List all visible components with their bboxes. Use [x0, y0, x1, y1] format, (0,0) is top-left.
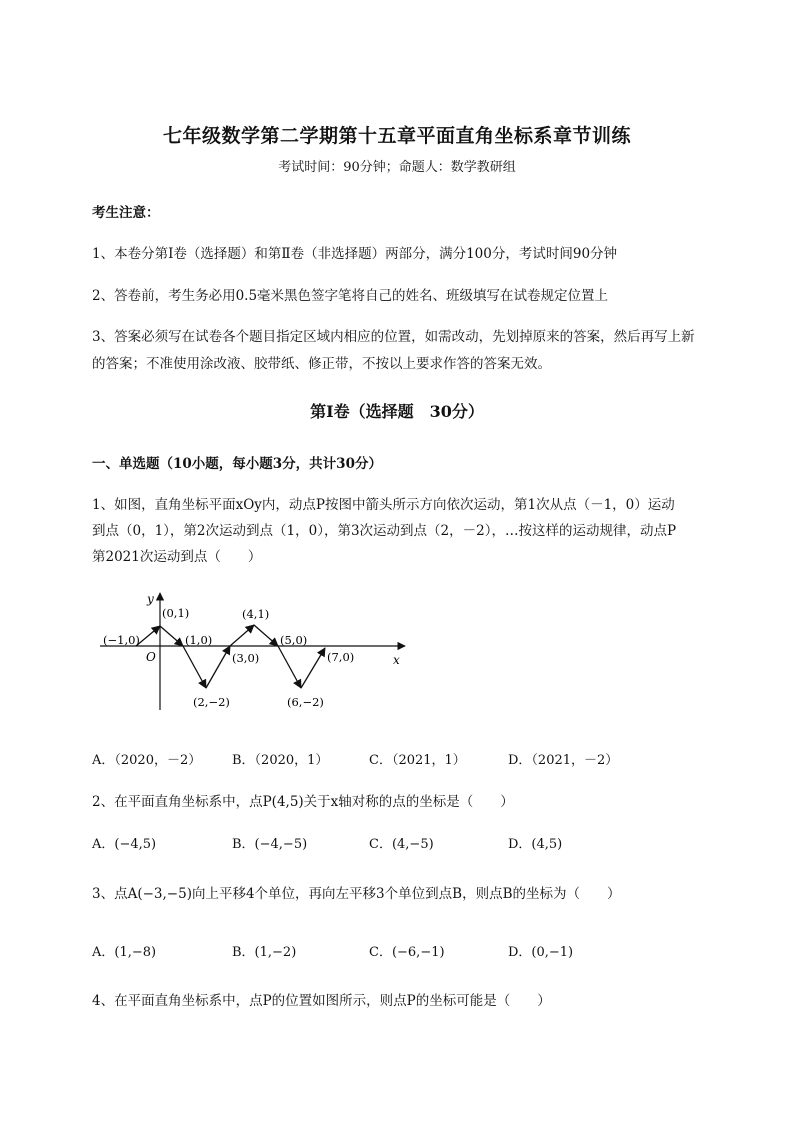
point-label: (5,0): [280, 633, 308, 647]
q1-options: [92, 749, 732, 769]
point-label: (3,0): [232, 651, 260, 665]
q3-option-d[interactable]: D．(0,−1): [508, 945, 574, 960]
q4-text: 4、在平面直角坐标系中，点P的位置如图所示，则点P的坐标可能是（ ）: [92, 993, 551, 1009]
y-axis-label: y: [147, 592, 154, 606]
path-segment-4: [206, 646, 230, 688]
q1-line-3: 第2021次运动到点（ ）: [92, 549, 262, 565]
part-heading: 一、单选题（10小题，每小题3分，共计30分）: [92, 456, 382, 472]
q1-line-1: 1、如图，直角坐标平面xOy内，动点P按图中箭头所示方向依次运动，第1次从点（－1，0）运动: [92, 497, 675, 513]
q2-option-c[interactable]: C．(4,−5): [369, 837, 434, 852]
q2-option-a[interactable]: A．(−4,5): [92, 837, 157, 852]
exam-title: 七年级数学第二学期第十五章平面直角坐标系章节训练: [162, 125, 631, 147]
q2-option-b[interactable]: B．(−4,−5): [232, 837, 308, 852]
q3-option-b[interactable]: B．(1,−2): [232, 945, 297, 960]
path-segment-2: [160, 626, 183, 646]
notice-item-2: 2、答卷前，考生务必用0.5毫米黑色签字笔将自己的姓名、班级填写在试卷规定位置上: [92, 288, 609, 304]
q1-option-a[interactable]: A．（2020，－2）: [92, 753, 202, 768]
notice-item-3-cont: 的答案；不准使用涂改液、胶带纸、修正带，不按以上要求作答的答案无效。: [92, 356, 551, 372]
q2-text: 2、在平面直角坐标系中，点P(4,5)关于x轴对称的点的坐标是（ ）: [92, 794, 514, 810]
q1-option-b[interactable]: B．（2020，1）: [232, 753, 329, 768]
notice-item-1: 1、本卷分第Ⅰ卷（选择题）和第Ⅱ卷（非选择题）两部分，满分100分，考试时间90分钟: [92, 246, 618, 262]
point-label: (1,0): [185, 633, 213, 647]
path-segment-6: [254, 625, 278, 646]
point-label: (2,−2): [193, 695, 230, 709]
q2-option-d[interactable]: D．(4,5): [508, 837, 563, 852]
q3-text: 3、点A(−3,−5)向上平移4个单位，再向左平移3个单位到点B，则点B的坐标为（ ）: [92, 886, 621, 902]
q3-option-a[interactable]: A．(1,−8): [92, 945, 157, 960]
point-label: (−1,0): [103, 633, 140, 647]
q1-line-2: 到点（0，1），第2次运动到点（1，0），第3次运动到点（2，－2），…按这样的运动规律，动点P: [92, 523, 677, 539]
q1-figure: [95, 588, 415, 716]
q2-options: [92, 833, 732, 853]
path-segment-8: [301, 648, 325, 688]
q1-option-c[interactable]: C．（2021，1）: [369, 753, 466, 768]
point-label: (0,1): [162, 606, 190, 620]
q3-options: [92, 941, 732, 961]
q3-option-c[interactable]: C．(−6,−1): [369, 945, 445, 960]
point-label: (7,0): [327, 650, 355, 664]
q1-option-d[interactable]: D．（2021，－2）: [508, 753, 619, 768]
exam-subtitle: 考试时间：90分钟；命题人：数学教研组: [278, 160, 516, 175]
origin-label: O: [146, 650, 156, 664]
path-segment-5: [230, 625, 254, 646]
point-label: (6,−2): [287, 695, 324, 709]
path-segment-7: [278, 646, 301, 688]
path-segment-3: [183, 646, 206, 688]
point-label: (4,1): [242, 607, 270, 621]
notice-heading: 考生注意：: [92, 205, 160, 221]
section-title: 第Ⅰ卷（选择题 30分）: [310, 402, 484, 421]
notice-item-3: 3、答案必须写在试卷各个题目指定区域内相应的位置，如需改动，先划掉原来的答案，然后再写上新: [92, 329, 695, 345]
x-axis-label: x: [393, 653, 400, 667]
